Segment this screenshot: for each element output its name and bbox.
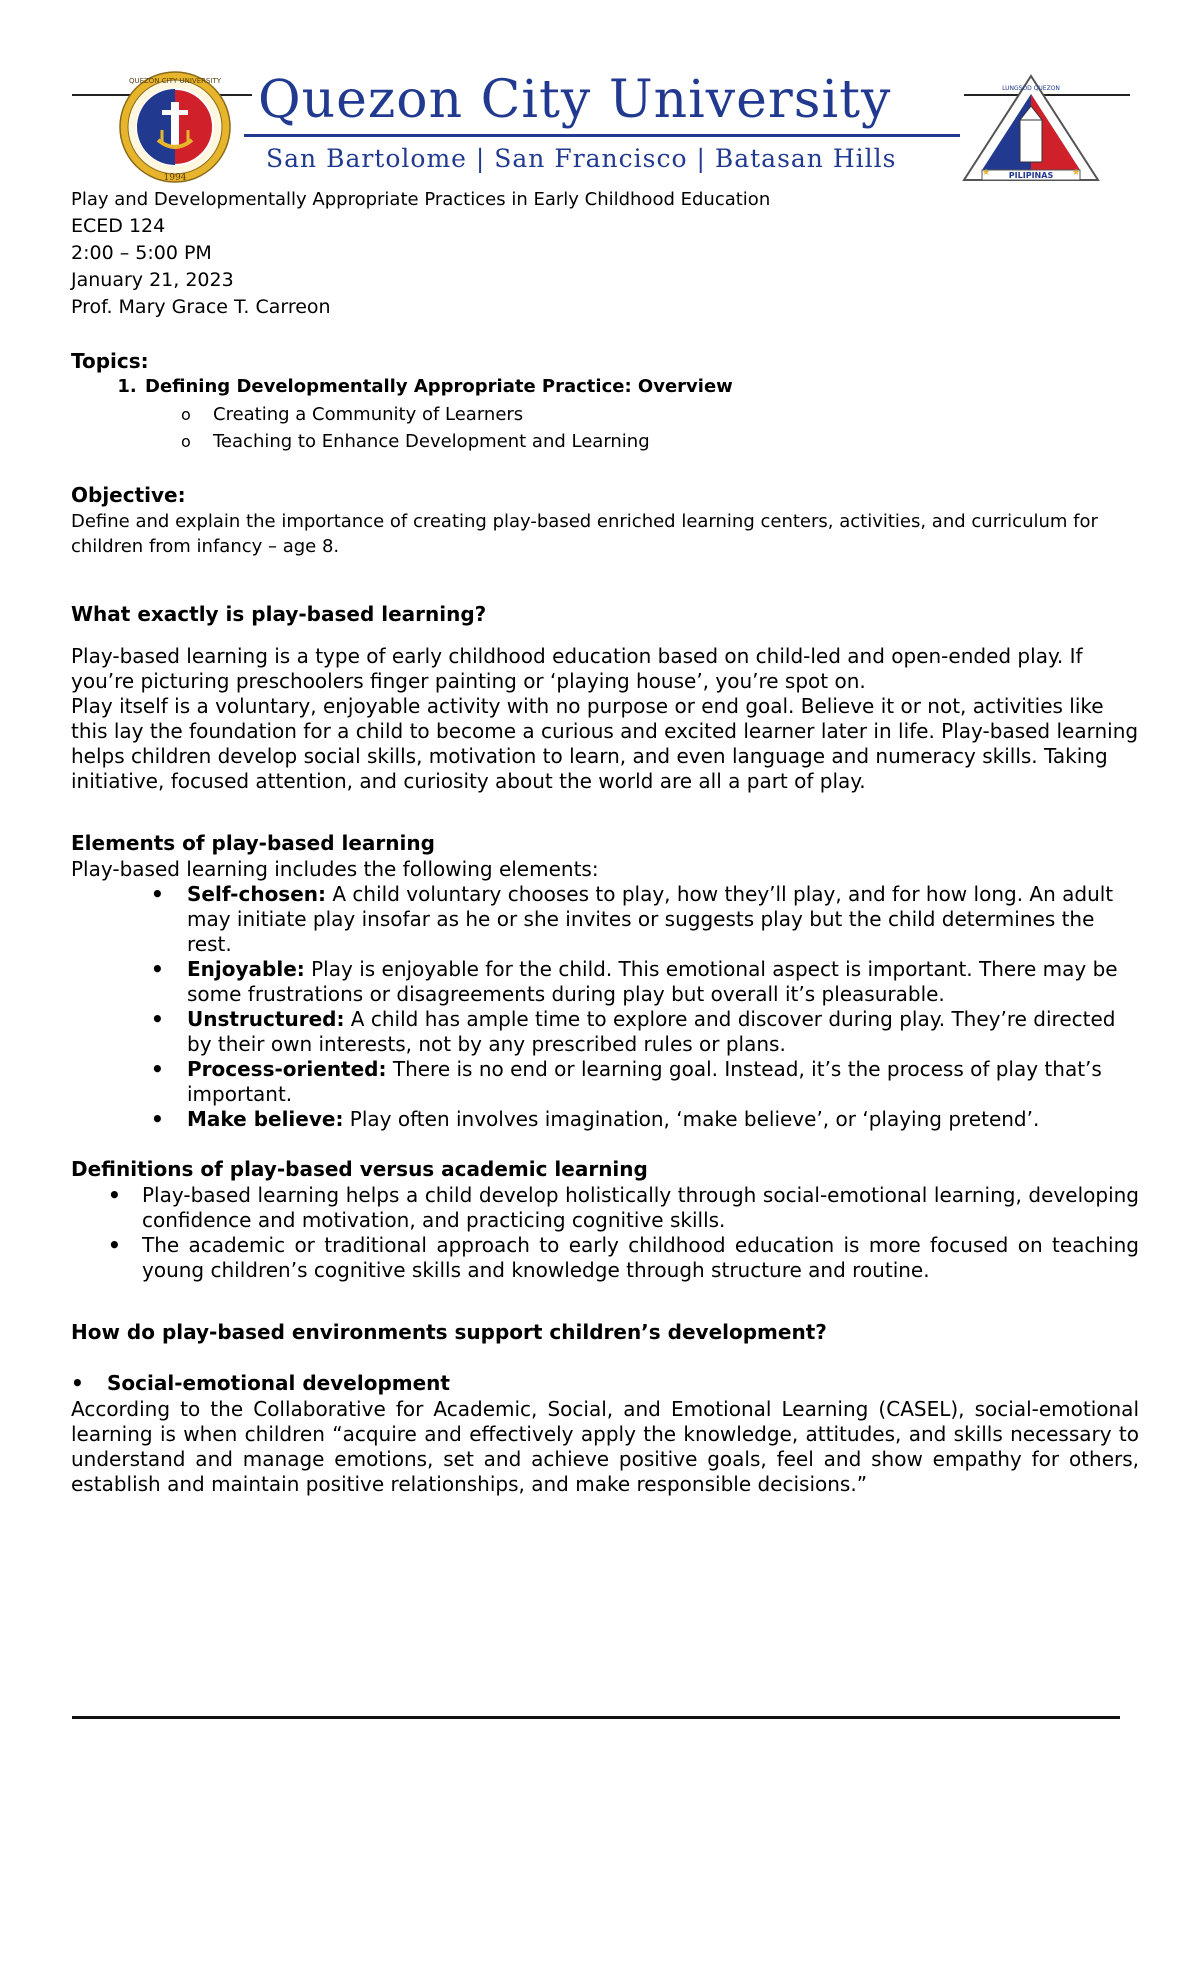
city-seal-text: LUNGSOD QUEZON (1002, 85, 1060, 92)
definitions-list (71, 1183, 1139, 1283)
city-seal-logo (960, 72, 1102, 184)
campus-list: San Bartolome | San Francisco | Batasan Hills (266, 144, 897, 173)
element-term: Unstructured: (187, 1007, 345, 1031)
topic-subitem: o Teaching to Enhance Development and Learning (213, 428, 1139, 455)
city-seal-band: PILIPINAS (1008, 171, 1054, 180)
element-term: Process-oriented: (187, 1057, 387, 1081)
element-text: A child voluntary chooses to play, how they’ll play, and for how long. An adult may initiate play insofar as he or she invites or suggests play but the child determines the rest. (187, 882, 1114, 956)
elements-heading: Elements of play-based learning (71, 831, 435, 855)
course-date: January 21, 2023 (71, 269, 234, 291)
elements-list (71, 882, 1139, 1132)
list-item (187, 1057, 1139, 1107)
element-text: Play often involves imagination, ‘make believe’, or ‘playing pretend’. (343, 1107, 1040, 1131)
letterhead (0, 0, 1200, 190)
seal-ring-text: QUEZON CITY UNIVERSITY (128, 77, 222, 85)
topic-sublist (145, 401, 1139, 455)
list-item: • The academic or traditional approach to early childhood education is more focused on teaching young children’s cognitive skills and knowledge through structure and routine. (142, 1233, 1139, 1283)
list-item (187, 1007, 1139, 1057)
star-icon: ★ (982, 168, 991, 178)
document-body (71, 186, 1139, 1497)
topic-subitem: o Creating a Community of Learners (213, 401, 1139, 428)
element-text: A child has ample time to explore and discover during play. They’re directed by their own interests, not by any prescribed rules or plans. (187, 1007, 1116, 1056)
element-text: There is no end or learning goal. Instead, it’s the process of play that’s important. (187, 1057, 1102, 1106)
university-name-text: Quezon City University (258, 70, 892, 130)
objective-text: Define and explain the importance of creating play-based enriched learning centers, activities, and curriculum for children from infancy – age 8. (71, 511, 1098, 557)
topics-list (71, 375, 1139, 455)
element-term: Make believe: (187, 1107, 344, 1131)
list-item (187, 882, 1139, 957)
elements-intro: Play-based learning includes the following elements: (71, 857, 599, 881)
support-heading: How do play-based environments support children’s development? (71, 1320, 827, 1344)
university-name-rule (244, 134, 960, 137)
element-term: Self-chosen: (187, 882, 327, 906)
element-term: Enjoyable: (187, 957, 305, 981)
play-based-paragraph: Play-based learning is a type of early childhood education based on child-led and open-ended play. If you’re picturing preschoolers finger painting or ‘playing house’, you’re spot on. (71, 644, 1083, 693)
support-subheading: • Social-emotional development (71, 1370, 1139, 1397)
definitions-heading: Definitions of play-based versus academic learning (71, 1157, 648, 1181)
topics-heading: Topics: (71, 349, 149, 373)
university-seal-logo (118, 70, 232, 184)
university-name (252, 70, 964, 130)
list-item (187, 1107, 1139, 1132)
element-text: Play is enjoyable for the child. This emotional aspect is important. There may be some frustrations or disagreements during play but overall it’s pleasurable. (187, 957, 1118, 1006)
play-based-heading: What exactly is play-based learning? (71, 602, 487, 626)
course-time: 2:00 – 5:00 PM (71, 242, 212, 264)
course-professor: Prof. Mary Grace T. Carreon (71, 296, 331, 318)
play-based-paragraph: Play itself is a voluntary, enjoyable activity with no purpose or end goal. Believe it or not, activities like this lay the foundation for a child to become a curious and excited learner later in life. Play-based learning helps children develop social skills, motivation to learn, and even language and numeracy skills. Taking initiative, focused attention, and curiosity about the world are all a part of play. (71, 694, 1139, 793)
objective-heading: Objective: (71, 483, 186, 507)
topic-item (143, 375, 1139, 455)
seal-year: 1994 (163, 173, 187, 183)
list-item (187, 957, 1139, 1007)
topic-label: Defining Developmentally Appropriate Practice: Overview (145, 376, 733, 397)
star-icon: ★ (1072, 168, 1081, 178)
footer-rule (72, 1716, 1120, 1719)
course-code: ECED 124 (71, 215, 166, 237)
support-text: According to the Collaborative for Academic, Social, and Emotional Learning (CASEL), social-emotional learning is when children “acquire and effectively apply the knowledge, attitudes, and skills necessary to understand and manage emotions, set and achieve positive goals, feel and show empathy for others, establish and maintain positive relationships, and make responsible decisions.” (71, 1397, 1139, 1496)
list-item: • Play-based learning helps a child develop holistically through social-emotional learning, developing confidence and motivation, and practicing cognitive skills. (142, 1183, 1139, 1233)
course-title: Play and Developmentally Appropriate Practices in Early Childhood Education (71, 189, 771, 210)
